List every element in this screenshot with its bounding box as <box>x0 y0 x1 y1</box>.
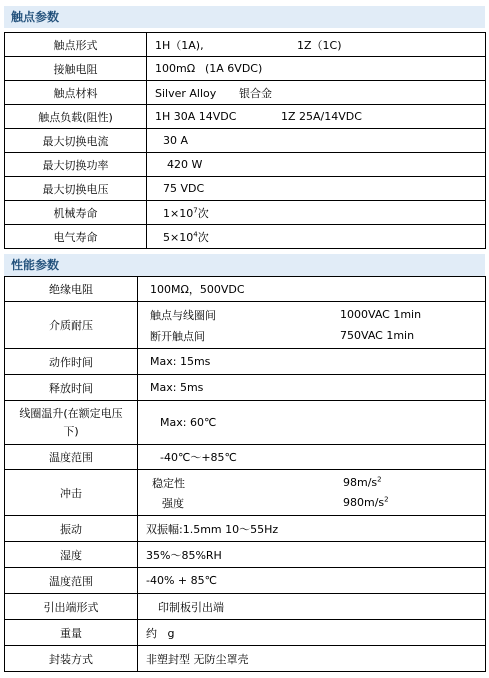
sub-value-base: 980m/s <box>343 496 385 509</box>
table-row <box>5 401 486 445</box>
value-part: (1A 6VDC) <box>205 62 263 75</box>
sub-label: 稳定性 <box>152 476 185 490</box>
value-exponent: 4 <box>193 229 198 238</box>
row-label: 动作时间 <box>5 349 138 375</box>
row-value: -40℃～+85℃ <box>138 445 486 470</box>
row-value: 75 VDC <box>147 177 486 201</box>
row-value: 印制板引出端 <box>138 594 486 620</box>
row-label: 电气寿命 <box>5 225 147 249</box>
row-value: 35%～85%RH <box>138 542 486 568</box>
table-row <box>5 470 486 516</box>
sub-row <box>152 473 485 493</box>
row-label: 最大切换电压 <box>5 177 147 201</box>
row-value: 非塑封型 无防尘罩壳 <box>138 646 486 672</box>
row-label: 冲击 <box>5 470 138 516</box>
value-part: 1H 30A 14VDC <box>155 110 237 123</box>
row-label: 介质耐压 <box>5 302 138 349</box>
row-value: 420 W <box>147 153 486 177</box>
row-value: 约 g <box>138 620 486 646</box>
value-unit: 次 <box>197 206 209 220</box>
row-label: 接触电阻 <box>5 57 147 81</box>
row-value <box>138 302 486 349</box>
row-label: 振动 <box>5 516 138 542</box>
row-label: 最大切换电流 <box>5 129 147 153</box>
sub-value <box>343 496 389 509</box>
table-row <box>5 201 486 225</box>
table-row <box>5 620 486 646</box>
row-value <box>147 33 486 57</box>
table-row <box>5 153 486 177</box>
row-value <box>138 470 486 516</box>
row-label: 引出端形式 <box>5 594 138 620</box>
table-row <box>5 445 486 470</box>
table-row <box>5 129 486 153</box>
row-value: Max: 15ms <box>138 349 486 375</box>
row-label-line: 下) <box>63 424 79 438</box>
row-label: 封装方式 <box>5 646 138 672</box>
row-value: -40% + 85℃ <box>138 568 486 594</box>
sub-label: 断开触点间 <box>150 329 205 343</box>
value-base: 5×10 <box>163 230 194 244</box>
table-row <box>5 542 486 568</box>
table-row <box>5 594 486 620</box>
row-label: 触点材料 <box>5 81 147 105</box>
value-part: 1H（1A), <box>155 38 204 52</box>
row-label: 触点负载(阻性) <box>5 105 147 129</box>
sub-row <box>150 304 485 325</box>
row-value: Max: 60℃ <box>138 401 486 445</box>
sub-value-exponent: 2 <box>384 495 389 504</box>
value-exponent: 7 <box>193 205 198 214</box>
row-value: 100MΩ，500VDC <box>138 277 486 302</box>
row-label: 释放时间 <box>5 375 138 401</box>
value-part: 1Z 25A/14VDC <box>281 110 362 123</box>
table-row <box>5 81 486 105</box>
sub-row <box>152 493 485 513</box>
row-label: 湿度 <box>5 542 138 568</box>
table-row <box>5 375 486 401</box>
table-row <box>5 516 486 542</box>
table-row <box>5 177 486 201</box>
sub-value-base: 98m/s <box>343 476 378 489</box>
table-row <box>5 57 486 81</box>
sub-value <box>343 476 382 489</box>
row-value <box>147 225 486 249</box>
value-part: Silver Alloy <box>155 86 217 100</box>
row-label-line: 线圈温升(在额定电压 <box>19 406 123 420</box>
value-part: 银合金 <box>239 86 272 100</box>
table-row <box>5 568 486 594</box>
row-value <box>147 81 486 105</box>
value-part: 1Z（1C) <box>297 38 342 52</box>
performance-params-table <box>4 276 486 672</box>
section-header-performance-params: 性能参数 <box>4 254 485 276</box>
sub-label: 触点与线圈间 <box>150 308 216 322</box>
value-base: 1×10 <box>163 206 194 220</box>
row-label: 温度范围 <box>5 568 138 594</box>
row-label: 绝缘电阻 <box>5 277 138 302</box>
table-row <box>5 33 486 57</box>
sub-value: 1000VAC 1min <box>340 308 422 321</box>
section-header-contact-params: 触点参数 <box>4 6 485 28</box>
row-value <box>147 57 486 81</box>
sub-row <box>150 325 485 346</box>
sub-label: 强度 <box>162 496 184 510</box>
value-unit: 次 <box>197 230 209 244</box>
table-row <box>5 349 486 375</box>
row-value: 双振幅:1.5mm 10～55Hz <box>138 516 486 542</box>
table-row <box>5 302 486 349</box>
sub-value: 750VAC 1min <box>340 329 415 342</box>
table-row <box>5 646 486 672</box>
row-label <box>5 401 138 445</box>
sub-value-exponent: 2 <box>377 475 382 484</box>
table-row <box>5 225 486 249</box>
row-label: 机械寿命 <box>5 201 147 225</box>
table-row <box>5 277 486 302</box>
row-value <box>147 201 486 225</box>
row-value <box>147 105 486 129</box>
row-value: Max: 5ms <box>138 375 486 401</box>
row-label: 最大切换功率 <box>5 153 147 177</box>
contact-params-table <box>4 32 486 249</box>
row-label: 温度范围 <box>5 445 138 470</box>
row-label: 重量 <box>5 620 138 646</box>
row-label: 触点形式 <box>5 33 147 57</box>
table-row <box>5 105 486 129</box>
value-part: 100mΩ <box>155 62 196 75</box>
row-value: 30 A <box>147 129 486 153</box>
